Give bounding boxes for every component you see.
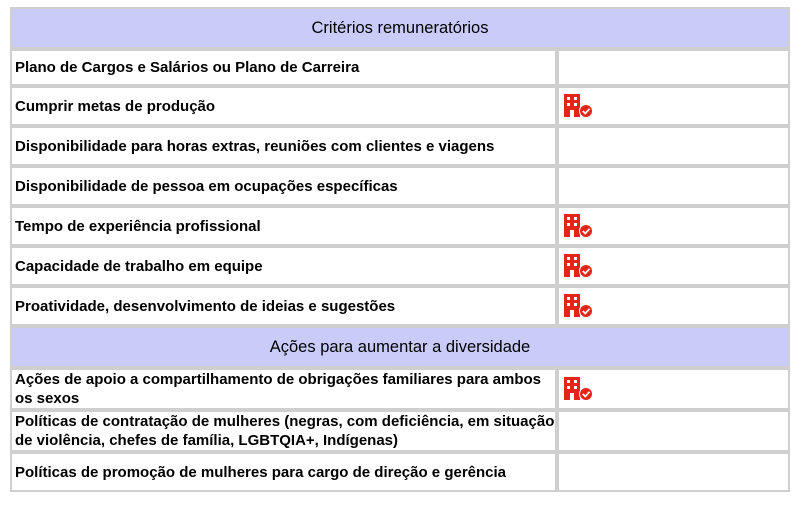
icon-cell [557,286,790,326]
row-label: Tempo de experiência profissional [10,206,557,246]
section-header-row [10,7,790,49]
table-row [10,410,790,452]
building-check-icon [563,293,595,323]
icon-cell [557,166,790,206]
building-check-icon [563,93,595,123]
row-label: Políticas de promoção de mulheres para cargo de direção e gerência [10,452,557,492]
icon-cell [557,126,790,166]
building-check-icon [563,253,595,283]
row-label: Plano de Cargos e Salários ou Plano de Carreira [10,49,557,86]
icon-cell [557,410,790,452]
row-label: Ações de apoio a compartilhamento de obrigações familiares para ambos os sexos [10,368,557,410]
table-row [10,286,790,326]
icon-cell [557,368,790,410]
icon-cell [557,86,790,126]
table-row [10,368,790,410]
table-row [10,166,790,206]
icon-cell [557,206,790,246]
icon-cell [557,49,790,86]
row-label: Disponibilidade para horas extras, reuniões com clientes e viagens [10,126,557,166]
row-label: Cumprir metas de produção [10,86,557,126]
icon-cell [557,452,790,492]
section-header-row [10,326,790,368]
criteria-table [10,7,790,492]
table-row [10,206,790,246]
icon-cell [557,246,790,286]
row-label: Disponibilidade de pessoa em ocupações específicas [10,166,557,206]
row-label: Capacidade de trabalho em equipe [10,246,557,286]
table-row [10,49,790,86]
section-title: Ações para aumentar a diversidade [10,326,790,368]
building-check-icon [563,376,595,406]
building-check-icon [563,213,595,243]
row-label: Proatividade, desenvolvimento de ideias e sugestões [10,286,557,326]
table-row [10,86,790,126]
table-row [10,246,790,286]
section-title: Critérios remuneratórios [10,7,790,49]
table-row [10,126,790,166]
row-label: Políticas de contratação de mulheres (negras, com deficiência, em situação de violência, chefes de família, LGBTQIA+, Indígenas) [10,410,557,452]
table-row [10,452,790,492]
